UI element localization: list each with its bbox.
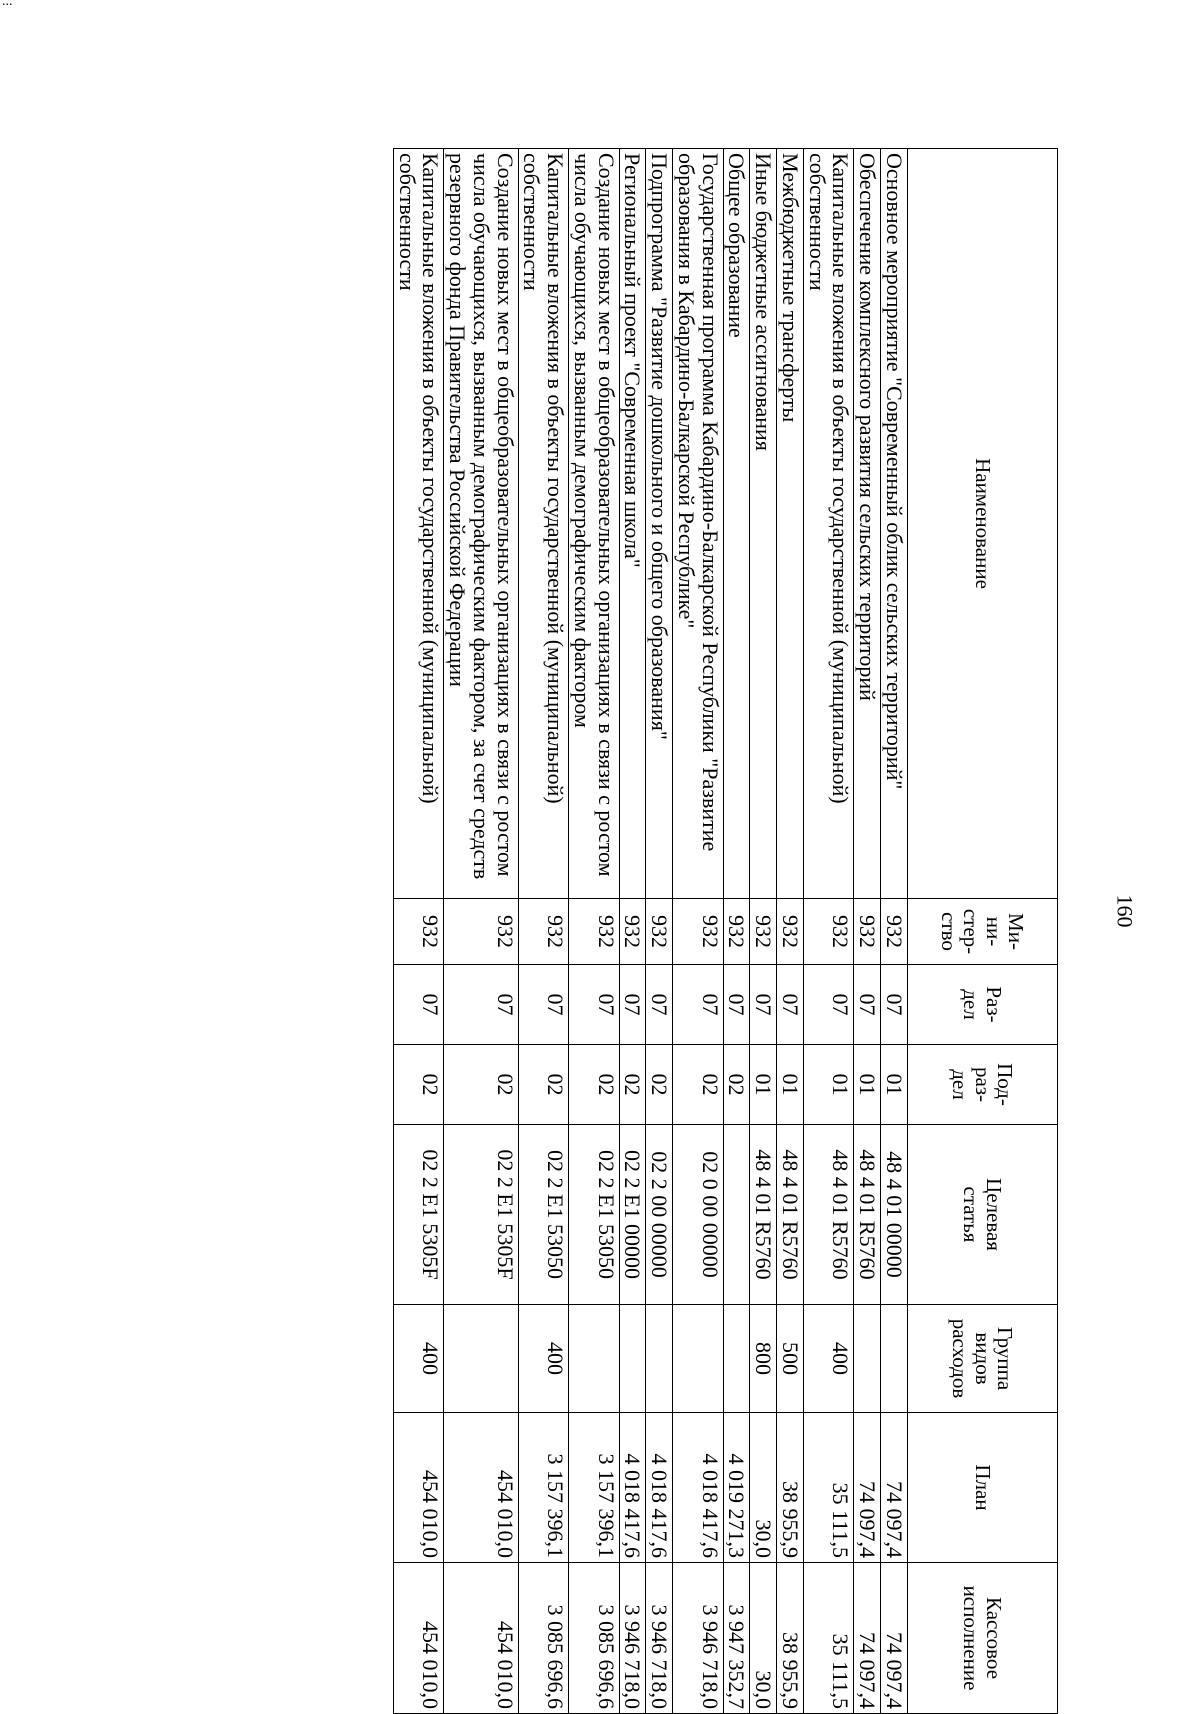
cell-section: 07 (518, 965, 569, 1045)
cell-expense-group: 800 (750, 1305, 777, 1413)
cell-target-article: 48 4 01 R5760 (750, 1125, 777, 1305)
cell-ministry: 932 (646, 899, 673, 965)
table-row (881, 149, 908, 1714)
cell-cash-execution: 3 946 718,0 (673, 1563, 724, 1714)
cell-section: 07 (854, 965, 881, 1045)
page-corner-mark: ... (2, 0, 13, 9)
cell-cash-execution: 74 097,4 (881, 1563, 908, 1714)
cell-name: Капитальные вложения в объекты государственной (муниципальной) собственности (394, 149, 445, 899)
cell-cash-execution: 74 097,4 (854, 1563, 881, 1714)
table-row (444, 149, 518, 1714)
cell-ministry: 932 (750, 899, 777, 965)
header-subsection: Под- раз- дел (908, 1045, 1058, 1125)
table-row (854, 149, 881, 1714)
header-name: Наименование (908, 149, 1058, 899)
cell-subsection: 01 (750, 1045, 777, 1125)
cell-target-article: 02 0 00 00000 (673, 1125, 724, 1305)
cell-ministry: 932 (444, 899, 518, 965)
cell-name: Иные бюджетные ассигнования (750, 149, 777, 899)
cell-plan: 454 010,0 (444, 1413, 518, 1563)
cell-expense-group: 400 (804, 1305, 855, 1413)
cell-name: Создание новых мест в общеобразовательных организациях в связи с ростом числа обучающихся, вызванным демографическим фактором (569, 149, 620, 899)
cell-expense-group: 400 (394, 1305, 445, 1413)
cell-target-article: 48 4 01 R5760 (854, 1125, 881, 1305)
cell-name: Создание новых мест в общеобразовательных организациях в связи с ростом числа обучающихся, вызванным демографическим фактором, за счет средств резервного фонда Правительства Российской Федерации (444, 149, 518, 899)
cell-name: Капитальные вложения в объекты государственной (муниципальной) собственности (518, 149, 569, 899)
cell-section: 07 (881, 965, 908, 1045)
cell-target-article: 48 4 01 R5760 (804, 1125, 855, 1305)
cell-cash-execution: 3 946 718,0 (619, 1563, 646, 1714)
table-row (673, 149, 724, 1714)
header-expense-group: Группа видов расходов (908, 1305, 1058, 1413)
cell-target-article (723, 1125, 750, 1305)
cell-cash-execution: 38 955,9 (777, 1563, 804, 1714)
cell-plan: 4 018 417,6 (673, 1413, 724, 1563)
table-row (569, 149, 620, 1714)
cell-plan: 74 097,4 (854, 1413, 881, 1563)
cell-ministry: 932 (394, 899, 445, 965)
cell-target-article: 48 4 01 00000 (881, 1125, 908, 1305)
budget-table-container (118, 148, 1058, 1713)
table-row (750, 149, 777, 1714)
cell-subsection: 02 (673, 1045, 724, 1125)
cell-section: 07 (750, 965, 777, 1045)
table-row (394, 149, 445, 1714)
cell-subsection: 02 (723, 1045, 750, 1125)
table-row (518, 149, 569, 1714)
cell-expense-group (881, 1305, 908, 1413)
cell-expense-group: 500 (777, 1305, 804, 1413)
page-number: 160 (1112, 894, 1138, 928)
cell-subsection: 01 (777, 1045, 804, 1125)
cell-plan: 4 019 271,3 (723, 1413, 750, 1563)
cell-section: 07 (444, 965, 518, 1045)
cell-name: Региональный проект "Современная школа" (619, 149, 646, 899)
cell-ministry: 932 (854, 899, 881, 965)
cell-ministry: 932 (881, 899, 908, 965)
cell-name: Государственная программа Кабардино-Балкарской Республики "Развитие образования в Кабардино-Балкарской Республике" (673, 149, 724, 899)
cell-cash-execution: 3 946 718,0 (646, 1563, 673, 1714)
cell-subsection: 02 (569, 1045, 620, 1125)
table-row (619, 149, 646, 1714)
cell-plan: 3 157 396,1 (518, 1413, 569, 1563)
cell-section: 07 (646, 965, 673, 1045)
cell-cash-execution: 35 111,5 (804, 1563, 855, 1714)
cell-plan: 74 097,4 (881, 1413, 908, 1563)
cell-section: 07 (619, 965, 646, 1045)
cell-cash-execution: 3 085 696,6 (569, 1563, 620, 1714)
cell-subsection: 01 (854, 1045, 881, 1125)
cell-expense-group (569, 1305, 620, 1413)
cell-target-article: 02 2 E1 53050 (518, 1125, 569, 1305)
cell-name: Основное мероприятие "Современный облик сельских территорий" (881, 149, 908, 899)
cell-cash-execution: 3 085 696,6 (518, 1563, 569, 1714)
cell-plan: 30,0 (750, 1413, 777, 1563)
cell-name: Межбюджетные трансферты (777, 149, 804, 899)
cell-ministry: 932 (804, 899, 855, 965)
cell-target-article: 02 2 E1 00000 (619, 1125, 646, 1305)
cell-plan: 454 010,0 (394, 1413, 445, 1563)
cell-cash-execution: 3 947 352,7 (723, 1563, 750, 1714)
cell-subsection: 01 (881, 1045, 908, 1125)
cell-expense-group (723, 1305, 750, 1413)
cell-target-article: 02 2 00 00000 (646, 1125, 673, 1305)
cell-plan: 4 018 417,6 (646, 1413, 673, 1563)
cell-section: 07 (394, 965, 445, 1045)
cell-name: Общее образование (723, 149, 750, 899)
cell-cash-execution: 454 010,0 (444, 1563, 518, 1714)
cell-cash-execution: 454 010,0 (394, 1563, 445, 1714)
cell-ministry: 932 (673, 899, 724, 965)
cell-name: Обеспечение комплексного развития сельских территорий (854, 149, 881, 899)
cell-expense-group (619, 1305, 646, 1413)
cell-ministry: 932 (723, 899, 750, 965)
cell-ministry: 932 (518, 899, 569, 965)
table-row (646, 149, 673, 1714)
header-target-article: Целевая статья (908, 1125, 1058, 1305)
cell-plan: 35 111,5 (804, 1413, 855, 1563)
cell-plan: 3 157 396,1 (569, 1413, 620, 1563)
cell-expense-group: 400 (518, 1305, 569, 1413)
cell-plan: 4 018 417,6 (619, 1413, 646, 1563)
table-row (723, 149, 750, 1714)
header-plan: План (908, 1413, 1058, 1563)
cell-section: 07 (569, 965, 620, 1045)
cell-expense-group (646, 1305, 673, 1413)
cell-ministry: 932 (569, 899, 620, 965)
cell-section: 07 (673, 965, 724, 1045)
cell-cash-execution: 30,0 (750, 1563, 777, 1714)
cell-subsection: 02 (518, 1045, 569, 1125)
cell-target-article: 02 2 E1 5305F (394, 1125, 445, 1305)
cell-subsection: 02 (646, 1045, 673, 1125)
header-cash-execution: Кассовое исполнение (908, 1563, 1058, 1714)
cell-name: Капитальные вложения в объекты государственной (муниципальной) собственности (804, 149, 855, 899)
cell-section: 07 (777, 965, 804, 1045)
cell-section: 07 (804, 965, 855, 1045)
cell-subsection: 01 (804, 1045, 855, 1125)
table-header-row (908, 149, 1058, 1714)
cell-subsection: 02 (394, 1045, 445, 1125)
cell-target-article: 02 2 E1 53050 (569, 1125, 620, 1305)
cell-subsection: 02 (619, 1045, 646, 1125)
cell-expense-group (673, 1305, 724, 1413)
cell-ministry: 932 (619, 899, 646, 965)
table-row (804, 149, 855, 1714)
cell-expense-group (854, 1305, 881, 1413)
cell-target-article: 02 2 E1 5305F (444, 1125, 518, 1305)
table-row (777, 149, 804, 1714)
header-section: Раз- дел (908, 965, 1058, 1045)
cell-plan: 38 955,9 (777, 1413, 804, 1563)
cell-expense-group (444, 1305, 518, 1413)
budget-table (393, 148, 1058, 1714)
cell-name: Подпрограмма "Развитие дошкольного и общего образования" (646, 149, 673, 899)
cell-ministry: 932 (777, 899, 804, 965)
header-ministry: Ми- ни- стер- ство (908, 899, 1058, 965)
cell-target-article: 48 4 01 R5760 (777, 1125, 804, 1305)
cell-subsection: 02 (444, 1045, 518, 1125)
cell-section: 07 (723, 965, 750, 1045)
